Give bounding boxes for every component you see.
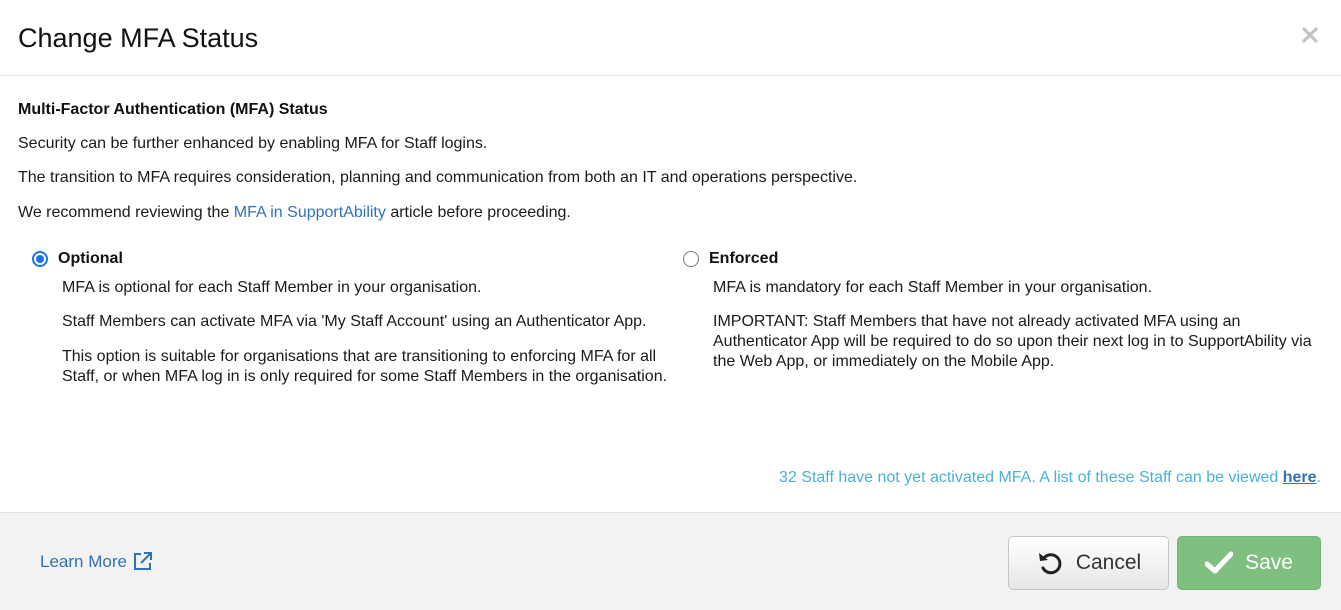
cancel-button[interactable] (1008, 536, 1169, 590)
optional-desc-1: MFA is optional for each Staff Member in your organisation. (62, 279, 482, 296)
option-enforced (683, 248, 1333, 372)
undo-icon (1036, 549, 1064, 577)
intro-paragraph-1: Security can be further enhanced by enabling MFA for Staff logins. (18, 135, 488, 152)
inactive-staff-note (779, 468, 1321, 488)
intro-paragraph-3 (18, 203, 571, 223)
enforced-desc-2: IMPORTANT: Staff Members that have not already activated MFA using an Authenticator App will be required to do so upon their next log in to SupportAbility via the Web App, or immediately on the Mobile App. (713, 313, 1312, 370)
dialog-header (0, 0, 1341, 76)
learn-more-link[interactable] (40, 551, 153, 572)
optional-label[interactable]: Optional (58, 250, 123, 267)
option-optional (32, 248, 672, 387)
inactive-staff-link[interactable]: here (1282, 469, 1317, 486)
cancel-label: Cancel (1075, 551, 1142, 574)
optional-desc-2: Staff Members can activate MFA via 'My Staff Account' using an Authenticator App. (62, 313, 647, 330)
option-enforced-header[interactable] (683, 248, 1333, 270)
external-link-icon (132, 551, 153, 572)
option-optional-header[interactable] (32, 248, 672, 270)
save-label: Save (1245, 551, 1293, 574)
dialog-body (0, 76, 1341, 512)
enforced-desc-1: MFA is mandatory for each Staff Member in your organisation. (713, 279, 1153, 296)
inactive-staff-text: 32 Staff have not yet activated MFA. A list of these Staff can be viewed (779, 469, 1283, 486)
intro-paragraph-3-after: article before proceeding. (385, 204, 571, 221)
enforced-label[interactable]: Enforced (709, 250, 779, 267)
learn-more-label[interactable]: Learn More (40, 551, 127, 571)
dialog-footer (0, 512, 1341, 610)
checkmark-icon (1205, 551, 1233, 575)
enforced-description (713, 278, 1325, 372)
optional-description (62, 278, 672, 387)
intro-paragraph-2: The transition to MFA requires consideration, planning and communication from both an IT and operations perspective. (18, 169, 858, 186)
close-icon[interactable] (1299, 24, 1321, 46)
dialog-title: Change MFA Status (18, 23, 259, 53)
optional-radio[interactable] (32, 251, 48, 267)
inactive-staff-end: . (1316, 469, 1321, 486)
enforced-radio[interactable] (683, 251, 699, 267)
section-title: Multi-Factor Authentication (MFA) Status (18, 101, 328, 118)
save-button[interactable] (1177, 536, 1321, 590)
optional-desc-3: This option is suitable for organisations that are transitioning to enforcing MFA for all Staff, or when MFA log in is only required for some Staff Members in the organisation. (62, 348, 668, 385)
intro-paragraph-3-before: We recommend reviewing the (18, 204, 234, 221)
mfa-article-link[interactable]: MFA in SupportAbility (233, 204, 386, 221)
